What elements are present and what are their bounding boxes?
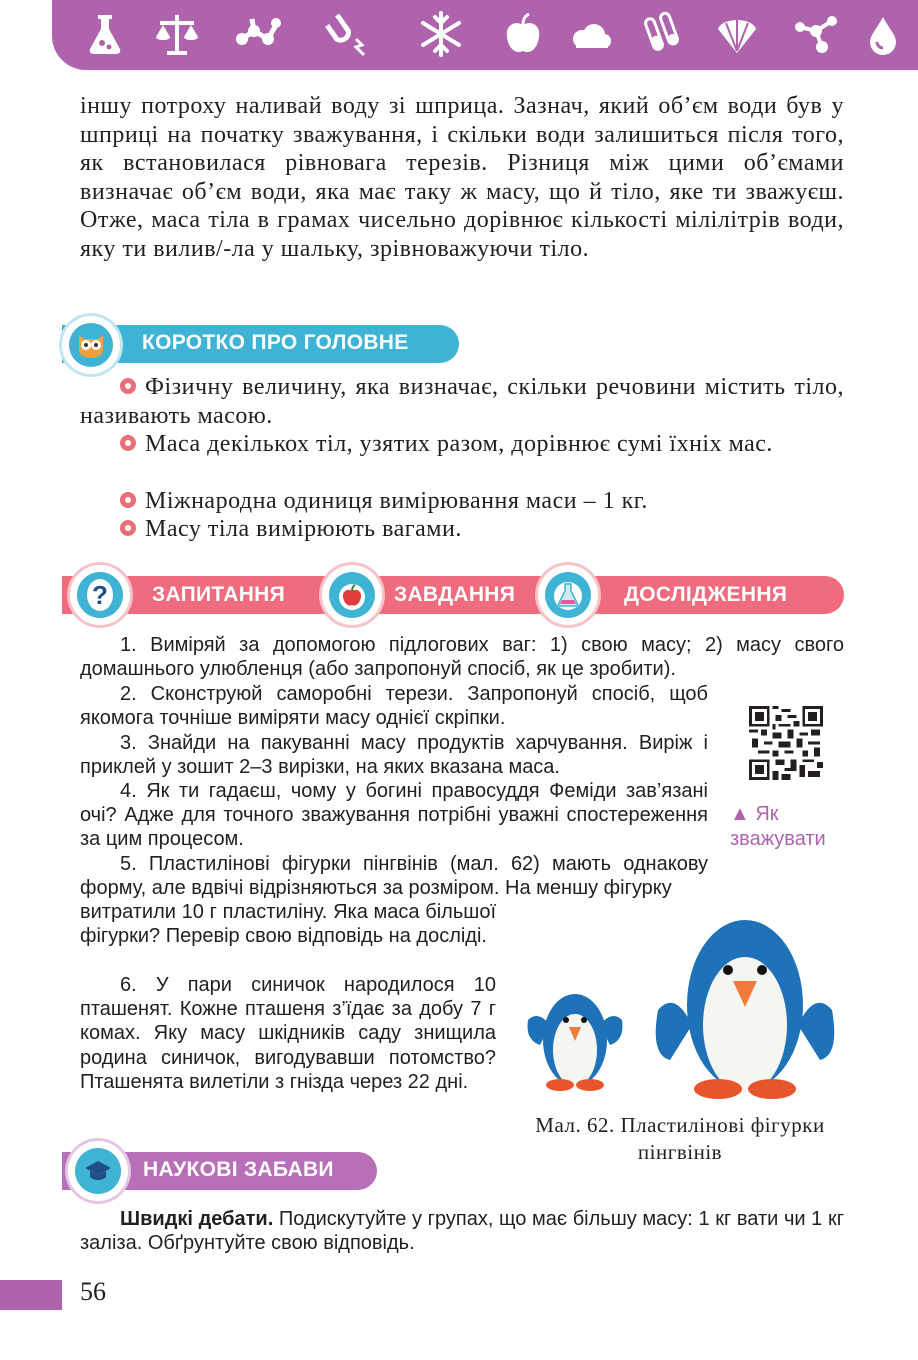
molecule-icon (232, 9, 282, 59)
scales-icon (152, 9, 202, 59)
big-penguin (656, 920, 835, 1099)
test-tubes-icon (638, 9, 688, 59)
bullet-text: Масу тіла вимірюють вагами. (145, 516, 462, 542)
task-item: 3. Знайди на пакуванні масу продуктів харчування. Виріж і приклей у зошит 2–3 вирізки, на яких вказана маса. (80, 732, 708, 779)
bullet-marker (120, 520, 136, 536)
summary-bullet (80, 430, 844, 459)
apple-badge-icon (338, 579, 366, 611)
graduation-cap-icon (84, 1159, 112, 1183)
header-banner (52, 0, 918, 70)
task-item: 2. Сконструюй саморобні терези. Запропонуй спосіб, щоб якомога точніше виміряти масу однієї скріпки. (80, 683, 708, 730)
tasks-label: ЗАВДАННЯ (394, 583, 516, 606)
snowflake-icon (416, 9, 466, 59)
bullet-text: Фізичну величину, яка визначає, скільки речовини містить тіло, називають масою. (80, 374, 844, 429)
tasks-badge (322, 565, 382, 625)
fun-badge (68, 1141, 128, 1201)
flask-badge-icon (553, 578, 583, 612)
penguins-photo (520, 915, 850, 1105)
figure-caption: Мал. 62. Пластилінові фігурки пінгвінів (535, 1113, 825, 1164)
bullet-marker (120, 492, 136, 508)
small-penguin (528, 994, 623, 1091)
questions-label: ЗАПИТАННЯ (152, 583, 286, 606)
dna-icon (792, 9, 842, 59)
flask-icon (80, 9, 130, 59)
research-badge (538, 565, 598, 625)
bullet-text: Маса декількох тіл, узятих разом, дорівнює сумі їхніх мас. (145, 431, 773, 457)
question-icon: ? (87, 579, 113, 611)
task-item-5-part-a: 5. Пластилінові фігурки пінгвінів (мал. 62) мають однакову форму, але вдвічі відрізняються за розміром. На меншу фігурку (80, 853, 708, 900)
drop-icon (858, 9, 908, 59)
qr-code[interactable] (749, 706, 823, 780)
summary-title: КОРОТКО ПРО ГОЛОВНЕ (142, 331, 409, 354)
task-item-5-part-b: витратили 10 г пластиліну. Яка маса більшої фігурки? Перевір свою відповідь на досліді. (80, 901, 496, 948)
bullet-text: Міжнародна одиниця вимірювання маси – 1 кг. (145, 488, 648, 514)
shell-icon (712, 9, 762, 59)
task-item: 1. Виміряй за допомогою підлогових ваг: 1) свою масу; 2) масу свого домашнього улюбленця (або запропонуй спосіб, як це зробити). (80, 634, 844, 681)
qr-caption[interactable]: ▲ Як зважувати (730, 803, 826, 850)
apple-icon (498, 9, 548, 59)
page-number: 56 (80, 1277, 106, 1306)
research-label: ДОСЛІДЖЕННЯ (624, 583, 788, 606)
questions-badge (70, 565, 130, 625)
debate-text: Подискутуйте у групах, що має більшу масу: 1 кг вати чи 1 кг заліза. Обґрунтуйте свою відповідь. (80, 1208, 844, 1255)
task-item: 4. Як ти гадаєш, чому у богині правосуддя Феміди зав’язані очі? Адже для точного зважування потрібні уважні спостереження за цим процесом. (80, 780, 708, 851)
fun-title: НАУКОВІ ЗАБАВИ (143, 1158, 334, 1181)
summary-bullet (80, 373, 844, 430)
debate-paragraph (80, 1207, 844, 1255)
bullet-marker (120, 378, 136, 394)
task-item: 6. У пари синичок народилося 10 пташенят. Кожне пташеня з’їдає за добу 7 г комах. Яку масу шкідників саду знищила родина синичок, вигодувавши потомство? Пташенята вилетіли з гнізда через 22 дні. (80, 974, 496, 1093)
magnet-icon (322, 9, 372, 59)
page-tab (0, 1280, 62, 1310)
summary-bullet (80, 487, 844, 516)
summary-badge (62, 316, 120, 374)
debate-lead: Швидкі дебати. (120, 1208, 274, 1230)
cloud-icon (564, 9, 614, 59)
intro-paragraph: іншу потроху наливай воду зі шприца. Зазнач, який об’єм води був у шприці на початку зважування, і скільки води залишиться після того, як встановилася рівновага терезів. Різниця між цими об’ємами визначає об’єм води, яка має таку ж масу, що й тіло, яке ти зважуєш. Отже, маса тіла в грамах чисельно дорівнює кількості мілілітрів води, яку ти вилив/-ла у шальку, зрівноважуючи тіло. (80, 93, 844, 262)
summary-bullet (80, 515, 844, 544)
owl-icon (76, 331, 106, 359)
bullet-marker (120, 435, 136, 451)
